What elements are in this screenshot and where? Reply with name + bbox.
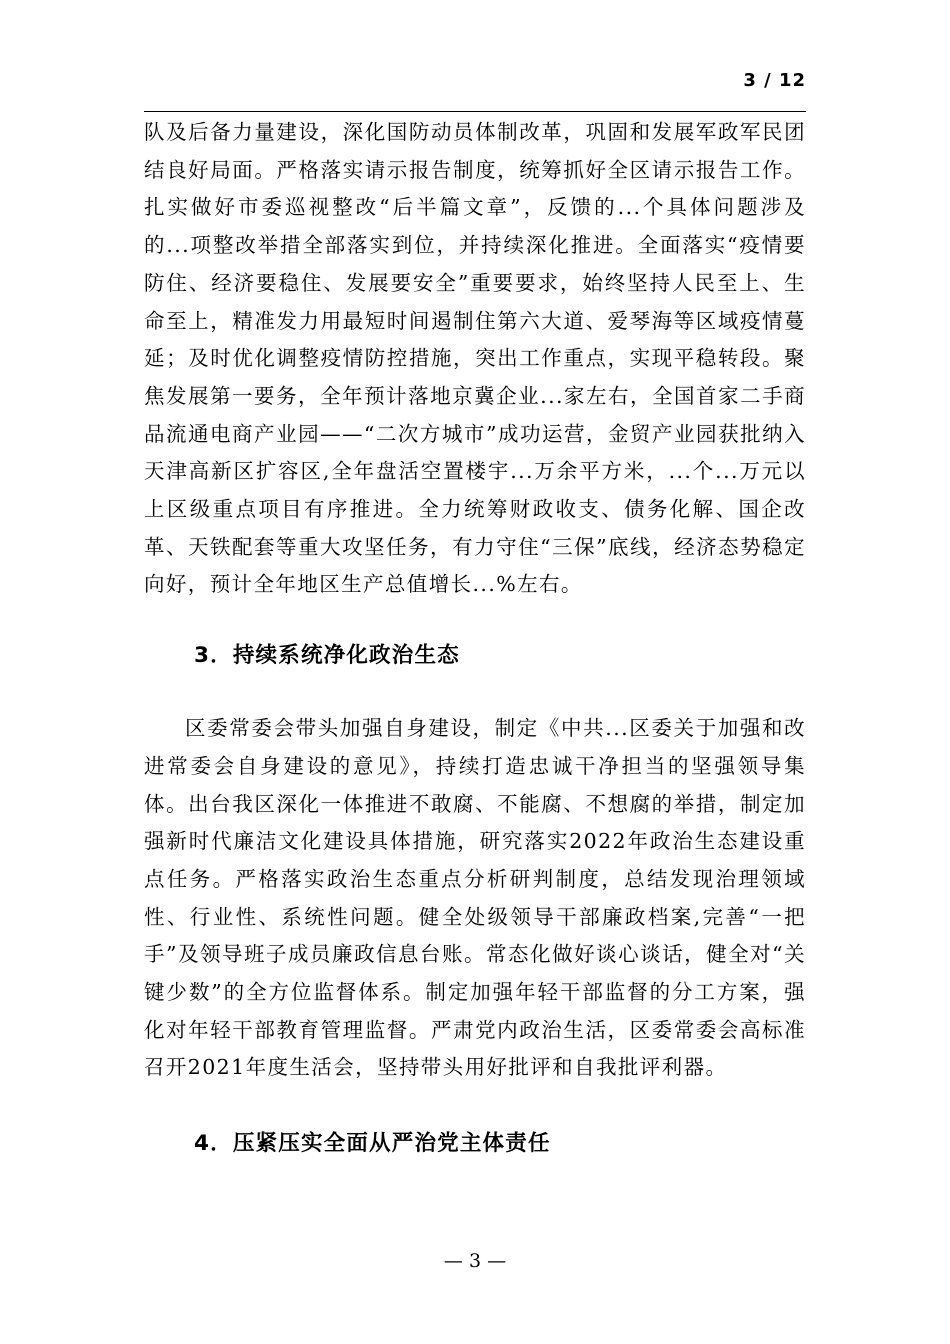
section-heading-4: 4．压紧压实全面从严治党主体责任 [194,1131,551,1157]
section-heading-3: 3．持续系统净化政治生态 [194,643,460,669]
paragraph-section-3: 区委常委会带头加强自身建设，制定《中共...区委关于加强和改进常委会自身建设的意见》，持续打造忠诚干净担当的坚强领导集体。出台我区深化一体推进不敢腐、不能腐、不想腐的举措，制定加强新时代廉洁文化建设具体措施，研究落实2022年政治生态建设重点任务。严格落实政治生态重点分析研判制度，总结发现治理领域性、行业性、系统性问题。健全处级领导干部廉政档案,完善“一把手”及领导班子成员廉政信息台账。常态化做好谈心谈话，健全对“关键少数”的全方位监督体系。制定加强年轻干部监督的分工方案，强化对年轻干部教育管理监督。严肃党内政治生活，区委常委会高标准召开2021年度生活会，坚持带头用好批评和自我批评利器。 [144,716,806,1080]
page-indicator: 3 / 12 [743,70,806,91]
document-body [144,114,806,1163]
header-divider [144,111,806,112]
paragraph-continued: 队及后备力量建设，深化国防动员体制改革，巩固和发展军政军民团结良好局面。严格落实请示报告制度，统筹抓好全区请示报告工作。扎实做好市委巡视整改“后半篇文章”，反馈的...个具体问题涉及的...项整改举措全部落实到位，并持续深化推进。全面落实“疫情要防住、经济要稳住、发展要安全”重要要求，始终坚持人民至上、生命至上，精准发力用最短时间遏制住第六大道、爱琴海等区域疫情蔓延；及时优化调整疫情防控措施，突出工作重点，实现平稳转段。聚焦发展第一要务，全年预计落地京冀企业...家左右，全国首家二手商品流通电商产业园——“二次方城市”成功运营，金贸产业园获批纳入天津高新区扩容区,全年盘活空置楼宇...万余平方米，...个...万元以上区级重点项目有序推进。全力统筹财政收支、债务化解、国企改革、天铁配套等重大攻坚任务，有力守住“三保”底线，经济态势稳定向好，预计全年地区生产总值增长...%左右。 [144,120,806,597]
page-footer-number: — 3 — [443,1250,507,1272]
